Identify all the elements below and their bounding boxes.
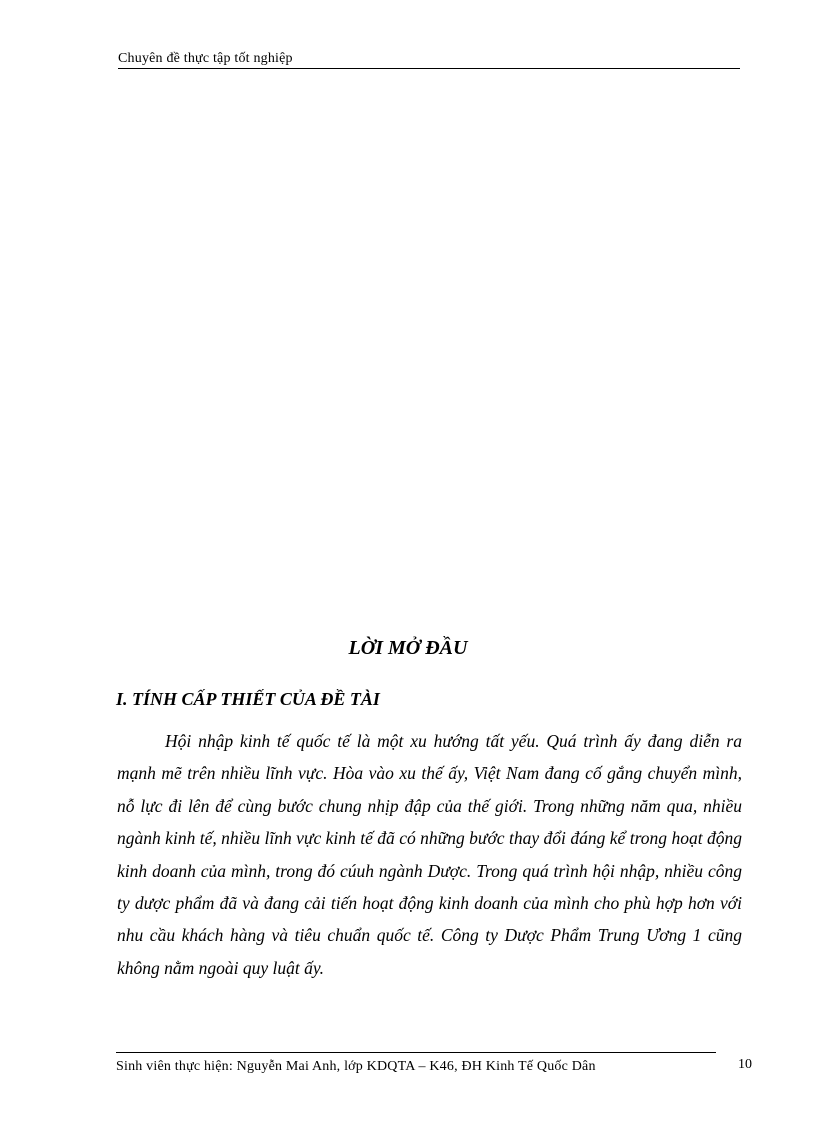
chapter-title: LỜI MỞ ĐẦU [348, 637, 468, 659]
page-number: 10 [738, 1057, 752, 1072]
body-paragraph: Hội nhập kinh tế quốc tế là một xu hướng tất yếu. Quá trình ấy đang diễn ra mạnh mẽ trên nhiều lĩnh vực. Hòa vào xu thế ấy, Việt Nam đang cố gắng chuyển mình, nỗ lực đi lên để cùng bước chung nhịp đập của thế giới. Trong những năm qua, nhiều ngành kinh tế, nhiều lĩnh vực kinh tế đã có những bước thay đổi đáng kể trong hoạt động kinh doanh của mình, trong đó cúuh ngành Dược. Trong quá trình hội nhập, nhiều công ty dược phẩm đã và đang cải tiến hoạt động kinh doanh của mình cho phù hợp hơn với nhu cầu khách hàng và tiêu chuẩn quốc tế. Công ty Dược Phẩm Trung Ương 1 cũng không nằm ngoài quy luật ấy. [117, 731, 742, 978]
page-header [118, 50, 740, 69]
section-heading: I. TÍNH CẤP THIẾT CỦA ĐỀ TÀI [116, 689, 380, 709]
running-title: Chuyên đề thực tập tốt nghiệp [118, 51, 293, 66]
footer-author-line: Sinh viên thực hiện: Nguyễn Mai Anh, lớp KDQTA – K46, ĐH Kinh Tế Quốc Dân [116, 1059, 596, 1074]
footer-divider [116, 1052, 716, 1053]
